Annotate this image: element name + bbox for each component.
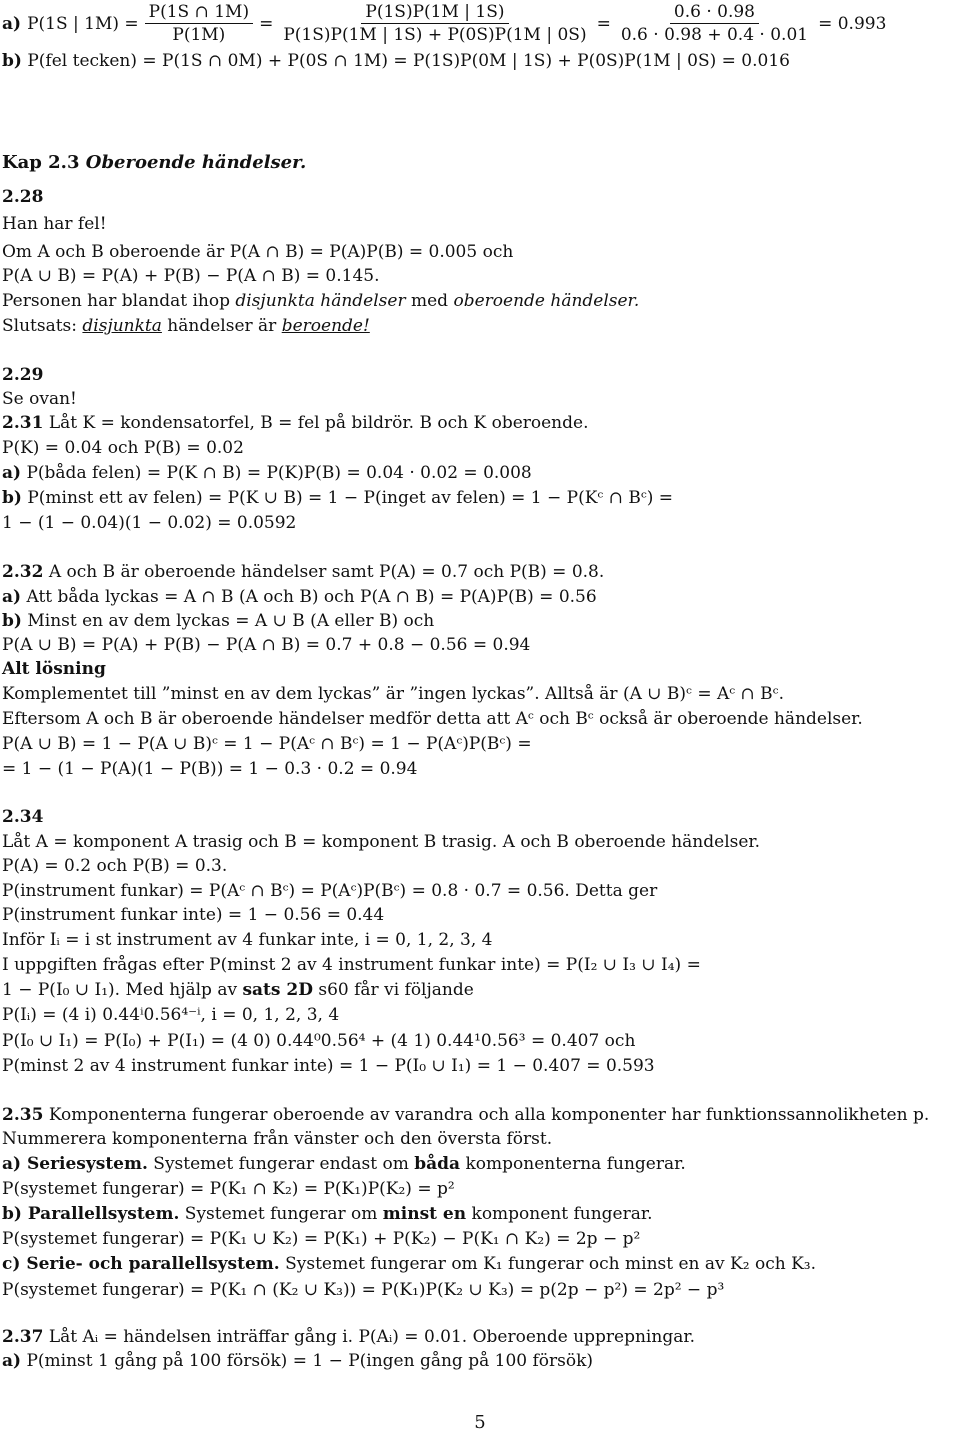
problem-2-32-line-8: P(A ∪ B) = 1 − P(A ∪ B)ᶜ = 1 − P(Aᶜ ∩ Bᶜ) = 1 − P(Aᶜ)P(Bᶜ) =	[2, 734, 532, 754]
problem-2-28-number: 2.28	[2, 187, 44, 207]
problem-2-34-line-7	[2, 979, 474, 1001]
problem-2-34-line-10: P(minst 2 av 4 instrument funkar inte) = 1 − P(I₀ ∪ I₁) = 1 − 0.407 = 0.593	[2, 1056, 655, 1076]
chapter-title: Oberoende händelser.	[85, 152, 307, 173]
problem-2-35-line-1	[2, 1104, 929, 1126]
fraction-1-numerator: P(1S ∩ 1M)	[145, 2, 253, 24]
part-label: b) Parallellsystem.	[2, 1204, 180, 1224]
problem-2-35-line-2: Nummerera komponenterna från vänster och den översta först.	[2, 1129, 553, 1149]
text-segment-bold: båda	[414, 1154, 461, 1174]
text-segment: Låt K = kondensatorfel, B = fel på bildrör. B och K oberoende.	[48, 413, 589, 433]
problem-2-34-line-5: Inför Iᵢ = i st instrument av 4 funkar inte, i = 0, 1, 2, 3, 4	[2, 930, 493, 950]
text-segment: Systemet fungerar om K₁ fungerar och minst en av K₂ och K₃.	[279, 1254, 816, 1274]
problem-2-31-part-b-line-2: 1 − (1 − 0.04)(1 − 0.02) = 0.0592	[2, 513, 297, 533]
text-segment: med	[405, 291, 454, 311]
problem-2-29-number: 2.29	[2, 365, 44, 385]
part-label: a)	[2, 463, 22, 483]
text-segment: Personen har blandat ihop	[2, 291, 236, 311]
part-label: c) Serie- och parallellsystem.	[2, 1254, 280, 1274]
text-segment-italic: oberoende händelser.	[453, 291, 640, 311]
header-a-fraction-1	[145, 2, 253, 45]
problem-2-35-part-c	[2, 1253, 816, 1275]
problem-2-35-part-b-equation: P(systemet fungerar) = P(K₁ ∪ K₂) = P(K₁) + P(K₂) − P(K₁ ∩ K₂) = 2p − p²	[2, 1229, 641, 1249]
text-segment: Slutsats:	[2, 316, 83, 336]
text-segment-italic: disjunkta händelser	[235, 291, 406, 311]
page-number: 5	[474, 1412, 486, 1433]
problem-2-31-number: 2.31	[2, 413, 44, 433]
alt-solution-heading: Alt lösning	[2, 659, 106, 679]
header-a-lhs: P(1S | 1M) =	[27, 13, 139, 34]
problem-2-31-line-2: P(K) = 0.04 och P(B) = 0.02	[2, 438, 244, 458]
problem-2-28-line-1: Han har fel!	[2, 214, 107, 234]
problem-2-31-part-a	[2, 462, 532, 484]
chapter-heading	[2, 152, 306, 174]
problem-2-34-line-9: P(I₀ ∪ I₁) = P(I₀) + P(I₁) = (4 0) 0.44⁰0.56⁴ + (4 1) 0.44¹0.56³ = 0.407 och	[2, 1031, 636, 1051]
text-segment-bold: minst en	[382, 1204, 467, 1224]
header-b-equation	[2, 50, 790, 72]
problem-2-34-line-8: P(Iᵢ) = (4 i) 0.44ⁱ0.56⁴⁻ⁱ, i = 0, 1, 2, 3, 4	[2, 1005, 340, 1025]
header-a-fraction-3	[617, 2, 812, 45]
problem-2-28-conclusion	[2, 315, 370, 337]
header-a-equation: a) P(1S | 1M) = $\frac{P(1S \cap 1M)}{P(1M)}$ = $\frac{P(1S)P(1M | 1S)}{P(1S)P(1M | 1S) + P(0S)P(1M | 0S)}$ = $\frac{0.6 \cdot 0.98}{0.6 \cdot 0.98 + 0.4 \cdot 0.01}$ = 0.993	[2, 2, 887, 45]
part-label: a) Seriesystem.	[2, 1154, 148, 1174]
problem-2-28-line-3: P(A ∪ B) = P(A) + P(B) − P(A ∩ B) = 0.145.	[2, 266, 380, 286]
header-a-fraction-2	[279, 2, 590, 45]
problem-2-32-line-9: = 1 − (1 − P(A)(1 − P(B)) = 1 − 0.3 · 0.2 = 0.94	[2, 759, 418, 779]
fraction-2-denominator: P(1S)P(1M | 1S) + P(0S)P(1M | 0S)	[283, 25, 587, 45]
fraction-1-denominator: P(1M)	[172, 25, 226, 45]
problem-2-37-number: 2.37	[2, 1327, 44, 1347]
text-segment: 1 − P(I₀ ∪ I₁). Med hjälp av	[2, 980, 243, 1000]
fraction-3-numerator: 0.6 · 0.98	[670, 2, 759, 24]
text-segment: P(båda felen) = P(K ∩ B) = P(K)P(B) = 0.04 · 0.02 = 0.008	[26, 463, 532, 483]
problem-2-28-line-4	[2, 290, 639, 312]
problem-2-35-part-a-equation: P(systemet fungerar) = P(K₁ ∩ K₂) = P(K₁)P(K₂) = p²	[2, 1179, 455, 1199]
text-segment: Minst en av dem lyckas = A ∪ B (A eller B) och	[27, 611, 435, 631]
problem-2-35-part-b	[2, 1203, 653, 1225]
text-segment: händelser är	[161, 316, 282, 336]
problem-2-31-line-1	[2, 412, 588, 434]
problem-2-32-line-1	[2, 561, 604, 583]
chapter-label: Kap 2.3	[2, 152, 80, 173]
problem-2-32-line-7: Eftersom A och B är oberoende händelser medför detta att Aᶜ och Bᶜ också är oberoende händelser.	[2, 709, 863, 729]
text-segment: P(minst ett av felen) = P(K ∪ B) = 1 − P(inget av felen) = 1 − P(Kᶜ ∩ Bᶜ) =	[27, 488, 673, 508]
text-segment: komponent fungerar.	[466, 1204, 653, 1224]
fraction-3-denominator: 0.6 · 0.98 + 0.4 · 0.01	[620, 25, 809, 45]
text-segment: Systemet fungerar endast om	[147, 1154, 415, 1174]
text-segment: A och B är oberoende händelser samt P(A) = 0.7 och P(B) = 0.8.	[48, 562, 605, 582]
problem-2-32-line-4: P(A ∪ B) = P(A) + P(B) − P(A ∩ B) = 0.7 + 0.8 − 0.56 = 0.94	[2, 635, 531, 655]
problem-2-37-part-a	[2, 1350, 593, 1372]
header-b-label: b)	[2, 51, 22, 71]
problem-2-34-line-4: P(instrument funkar inte) = 1 − 0.56 = 0.44	[2, 905, 385, 925]
problem-2-34-line-3: P(instrument funkar) = P(Aᶜ ∩ Bᶜ) = P(Aᶜ)P(Bᶜ) = 0.8 · 0.7 = 0.56. Detta ger	[2, 881, 658, 901]
text-segment: P(minst 1 gång på 100 försök) = 1 − P(ingen gång på 100 försök)	[26, 1351, 594, 1371]
text-segment: Systemet fungerar om	[179, 1204, 383, 1224]
text-segment: Komponenterna fungerar oberoende av varandra och alla komponenter har funktionssannolikheten p.	[48, 1105, 930, 1125]
part-label: a)	[2, 1351, 22, 1371]
header-a-result: = 0.993	[818, 13, 887, 34]
problem-2-32-part-a	[2, 586, 597, 608]
text-segment-underlined: disjunkta	[82, 316, 162, 336]
text-segment: s60 får vi följande	[312, 980, 474, 1000]
fraction-2-numerator: P(1S)P(1M | 1S)	[361, 2, 508, 24]
problem-2-32-number: 2.32	[2, 562, 44, 582]
problem-2-32-part-b	[2, 610, 434, 632]
part-label: a)	[2, 587, 22, 607]
header-a-label: a)	[2, 13, 22, 34]
problem-2-34-line-2: P(A) = 0.2 och P(B) = 0.3.	[2, 856, 228, 876]
part-label: b)	[2, 611, 22, 631]
text-segment: Att båda lyckas = A ∩ B (A och B) och P(A ∩ B) = P(A)P(B) = 0.56	[26, 587, 597, 607]
part-label: b)	[2, 488, 22, 508]
problem-2-35-number: 2.35	[2, 1105, 44, 1125]
problem-2-31-part-b	[2, 487, 673, 509]
text-segment-underlined: beroende!	[281, 316, 370, 336]
text-segment: komponenterna fungerar.	[460, 1154, 686, 1174]
text-segment: Låt Aᵢ = händelsen inträffar gång i. P(Aᵢ) = 0.01. Oberoende upprepningar.	[48, 1327, 695, 1347]
header-b-text: P(fel tecken) = P(1S ∩ 0M) + P(0S ∩ 1M) = P(1S)P(0M | 1S) + P(0S)P(1M | 0S) = 0.016	[27, 51, 790, 71]
problem-2-35-part-c-equation: P(systemet fungerar) = P(K₁ ∩ (K₂ ∪ K₃)) = P(K₁)P(K₂ ∪ K₃) = p(2p − p²) = 2p² − p³	[2, 1280, 725, 1300]
problem-2-37-line-1	[2, 1326, 695, 1348]
problem-2-34-line-6: I uppgiften frågas efter P(minst 2 av 4 instrument funkar inte) = P(I₂ ∪ I₃ ∪ I₄) =	[2, 955, 701, 975]
problem-2-34-number: 2.34	[2, 807, 44, 827]
problem-2-35-part-a	[2, 1153, 686, 1175]
theorem-reference: sats 2D	[242, 980, 313, 1000]
problem-2-34-line-1: Låt A = komponent A trasig och B = komponent B trasig. A och B oberoende händelser.	[2, 832, 761, 852]
problem-2-29-line-1: Se ovan!	[2, 389, 77, 409]
problem-2-32-line-6: Komplementet till ”minst en av dem lyckas” är ”ingen lyckas”. Alltså är (A ∪ B)ᶜ = Aᶜ ∩ Bᶜ.	[2, 684, 784, 704]
problem-2-28-line-2: Om A och B oberoende är P(A ∩ B) = P(A)P(B) = 0.005 och	[2, 242, 514, 262]
